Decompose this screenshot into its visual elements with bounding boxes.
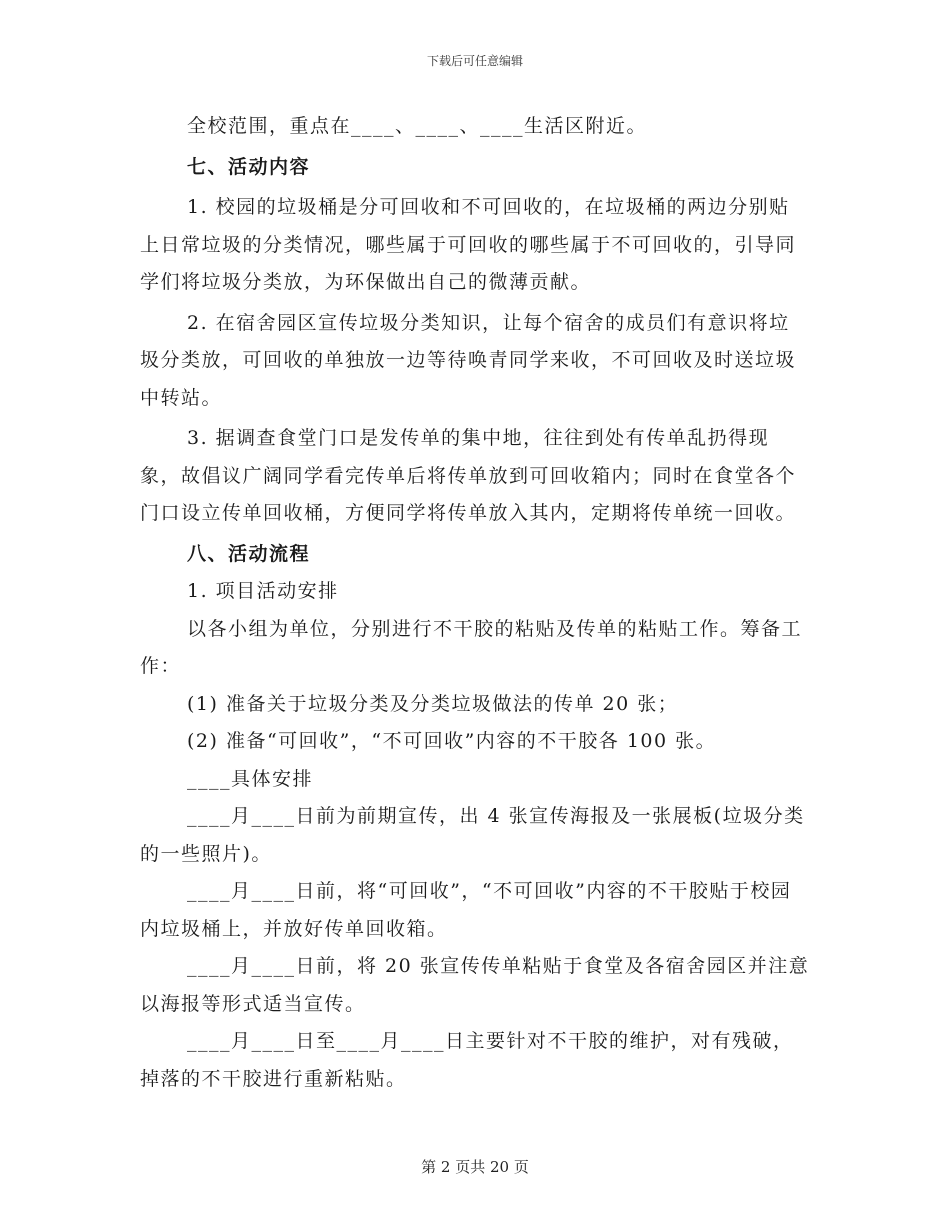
list-item-prep-2: (2) 准备“可回收”，“不可回收”内容的不干胶各 100 张。 <box>187 730 717 752</box>
page-footer: 第 2 页共 20 页 <box>421 1158 529 1176</box>
section-heading-activity-process: 八、活动流程 <box>187 542 311 565</box>
section-heading-activity-content: 七、活动内容 <box>187 155 311 178</box>
list-item-prep-1: (1) 准备关于垃圾分类及分类垃圾做法的传单 20 张； <box>187 692 679 715</box>
subheading-project-arrangement: 1. 项目活动安排 <box>187 580 339 602</box>
schedule-item-2: ____月____日前，将“可回收”，“不可回收”内容的不干胶贴于校园内垃圾桶上，并放好传单回收箱。 <box>140 880 792 940</box>
schedule-item-3: ____月____日前，将 20 张宣传传单粘贴于食堂及各宿舍园区并注意以海报等形式适当宣传。 <box>140 955 810 1015</box>
paragraph-content-item-1: 1. 校园的垃圾桶是分可回收和不可回收的，在垃圾桶的两边分别贴上日常垃圾的分类情况，哪些属于可回收的哪些属于不可回收的，引导同学们将垃圾分类放，为环保做出自己的微薄贡献。 <box>140 196 797 293</box>
page-header: 下载后可任意编辑 <box>426 54 523 68</box>
schedule-item-4: ____月____日至____月____日主要针对不干胶的维护，对有残破，掉落的不干胶进行重新粘贴。 <box>140 1030 794 1090</box>
paragraph-preparation: 以各小组为单位，分别进行不干胶的粘贴及传单的粘贴工作。筹备工作： <box>140 617 803 677</box>
paragraph-scope: 全校范围，重点在____、____、____生活区附近。 <box>187 115 648 137</box>
paragraph-content-item-2: 2. 在宿舍园区宣传垃圾分类知识，让每个宿舍的成员们有意识将垃圾分类放，可回收的单独放一边等待唤青同学来收，不可回收及时送垃圾中转站。 <box>140 311 797 409</box>
schedule-item-1: ____月____日前为前期宣传，出 4 张宣传海报及一张展板(垃圾分类的一些照片)。 <box>140 805 805 865</box>
subheading-specific-arrangement: ____具体安排 <box>187 767 314 790</box>
paragraph-content-item-3: 3. 据调查食堂门口是发传单的集中地，往往到处有传单乱扔得现象，故倡议广阔同学看完传单后将传单放到可回收箱内；同时在食堂各个门口设立传单回收桶，方便同学将传单放入其内，定期将传单统一回收。 <box>140 427 797 524</box>
document-body <box>140 108 810 1098</box>
